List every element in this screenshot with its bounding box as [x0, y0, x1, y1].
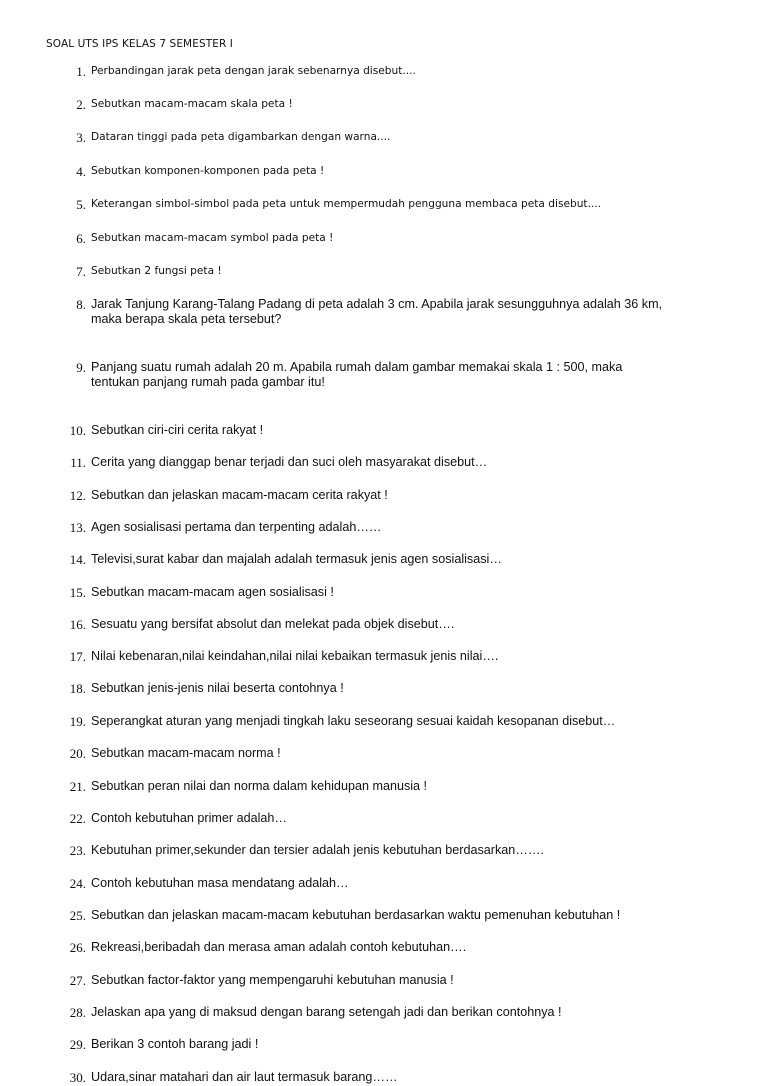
question-text: Nilai kebenaran,nilai keindahan,nilai nilai kebaikan termasuk jenis nilai….	[91, 649, 499, 663]
question-number: 25.	[69, 908, 86, 923]
question-item	[0, 130, 768, 147]
question-number: 20.	[69, 746, 86, 761]
question-number: 22.	[69, 811, 86, 826]
question-number: 21.	[69, 779, 86, 794]
question-text: Jelaskan apa yang di maksud dengan barang setengah jadi dan berikan contohnya !	[91, 1005, 562, 1019]
question-text: Cerita yang dianggap benar terjadi dan suci oleh masyarakat disebut…	[91, 455, 488, 469]
question-text: Sebutkan 2 fungsi peta !	[91, 265, 222, 277]
question-item	[0, 97, 768, 114]
question-item	[0, 843, 768, 859]
question-text: Televisi,surat kabar dan majalah adalah termasuk jenis agen sosialisasi…	[91, 552, 502, 566]
question-text: Sebutkan komponen-komponen pada peta !	[91, 165, 325, 177]
question-text: Dataran tinggi pada peta digambarkan dengan warna....	[91, 131, 391, 143]
question-number: 5.	[76, 197, 86, 212]
question-item	[0, 360, 768, 392]
question-number: 6.	[76, 231, 86, 246]
question-item	[0, 940, 768, 956]
question-text: Sebutkan macam-macam agen sosialisasi !	[91, 585, 334, 599]
question-text-line: Panjang suatu rumah adalah 20 m. Apabila rumah dalam gambar memakai skala 1 : 500, maka	[91, 360, 623, 374]
question-text: Sebutkan peran nilai dan norma dalam kehidupan manusia !	[91, 779, 428, 793]
question-number: 30.	[69, 1070, 86, 1085]
question-number: 12.	[69, 488, 86, 503]
question-number: 24.	[69, 876, 86, 891]
question-number: 15.	[69, 585, 86, 600]
question-number: 17.	[69, 649, 86, 664]
question-text: Agen sosialisasi pertama dan terpenting adalah……	[91, 520, 382, 534]
question-item	[0, 649, 768, 665]
question-text: Berikan 3 contoh barang jadi !	[91, 1037, 259, 1051]
question-number: 29.	[69, 1037, 86, 1052]
question-item	[0, 779, 768, 795]
question-item	[0, 714, 768, 730]
question-text	[91, 297, 662, 327]
question-text: Sesuatu yang bersifat absolut dan melekat pada objek disebut….	[91, 617, 455, 631]
question-item	[0, 681, 768, 697]
question-text: Sebutkan macam-macam skala peta !	[91, 98, 293, 110]
question-item	[0, 488, 768, 504]
question-text-line: Jarak Tanjung Karang-Talang Padang di peta adalah 3 cm. Apabila jarak sesungguhnya adalah 36 km,	[91, 297, 663, 311]
question-item	[0, 164, 768, 181]
question-item	[0, 520, 768, 536]
question-text: Sebutkan jenis-jenis nilai beserta contohnya !	[91, 681, 344, 695]
question-number: 7.	[76, 264, 86, 279]
question-text: Keterangan simbol-simbol pada peta untuk mempermudah pengguna membaca peta disebut....	[91, 198, 602, 210]
question-number: 10.	[69, 423, 86, 438]
question-number: 1.	[76, 64, 86, 79]
question-text: Sebutkan factor-faktor yang mempengaruhi kebutuhan manusia !	[91, 973, 454, 987]
question-text-line: tentukan panjang rumah pada gambar itu!	[91, 375, 325, 389]
question-number: 14.	[69, 552, 86, 567]
question-item	[0, 197, 768, 214]
question-item	[0, 297, 768, 329]
question-item	[0, 231, 768, 248]
question-number: 16.	[69, 617, 86, 632]
question-number: 19.	[69, 714, 86, 729]
question-item	[0, 455, 768, 471]
question-number: 8.	[76, 297, 86, 312]
question-number: 28.	[69, 1005, 86, 1020]
question-list	[0, 64, 768, 1085]
question-item	[0, 908, 768, 924]
question-number: 4.	[76, 164, 86, 179]
question-number: 18.	[69, 681, 86, 696]
question-number: 9.	[76, 360, 86, 375]
question-item	[0, 746, 768, 762]
question-text: Contoh kebutuhan primer adalah…	[91, 811, 288, 825]
question-number: 2.	[76, 97, 86, 112]
question-text: Perbandingan jarak peta dengan jarak sebenarnya disebut....	[91, 65, 416, 77]
question-number: 13.	[69, 520, 86, 535]
question-number: 23.	[69, 843, 86, 858]
question-text: Contoh kebutuhan masa mendatang adalah…	[91, 876, 349, 890]
question-text	[91, 360, 622, 390]
question-item	[0, 585, 768, 601]
question-text: Udara,sinar matahari dan air laut termasuk barang……	[91, 1070, 398, 1084]
question-text: Sebutkan dan jelaskan macam-macam cerita rakyat !	[91, 488, 388, 502]
question-text: Sebutkan macam-macam norma !	[91, 746, 281, 760]
question-item	[0, 811, 768, 827]
question-text: Sebutkan macam-macam symbol pada peta !	[91, 232, 334, 244]
question-item	[0, 423, 768, 439]
question-number: 26.	[69, 940, 86, 955]
question-text: Sebutkan dan jelaskan macam-macam kebutuhan berdasarkan waktu pemenuhan kebutuhan !	[91, 908, 621, 922]
question-item	[0, 64, 768, 81]
question-text-line: maka berapa skala peta tersebut?	[91, 312, 282, 326]
question-number: 3.	[76, 130, 86, 145]
question-text: Sebutkan ciri-ciri cerita rakyat !	[91, 423, 264, 437]
question-item	[0, 552, 768, 568]
question-item	[0, 264, 768, 281]
question-number: 27.	[69, 973, 86, 988]
question-item	[0, 1037, 768, 1053]
question-text: Kebutuhan primer,sekunder dan tersier adalah jenis kebutuhan berdasarkan…….	[91, 843, 544, 857]
question-number: 11.	[70, 455, 86, 470]
question-text: Seperangkat aturan yang menjadi tingkah laku seseorang sesuai kaidah kesopanan disebut…	[91, 714, 616, 728]
question-item	[0, 617, 768, 633]
question-item	[0, 973, 768, 989]
question-item	[0, 876, 768, 892]
question-text: Rekreasi,beribadah dan merasa aman adalah contoh kebutuhan….	[91, 940, 467, 954]
question-item	[0, 1005, 768, 1021]
document-title: SOAL UTS IPS KELAS 7 SEMESTER I	[46, 38, 233, 50]
question-item	[0, 1070, 768, 1086]
